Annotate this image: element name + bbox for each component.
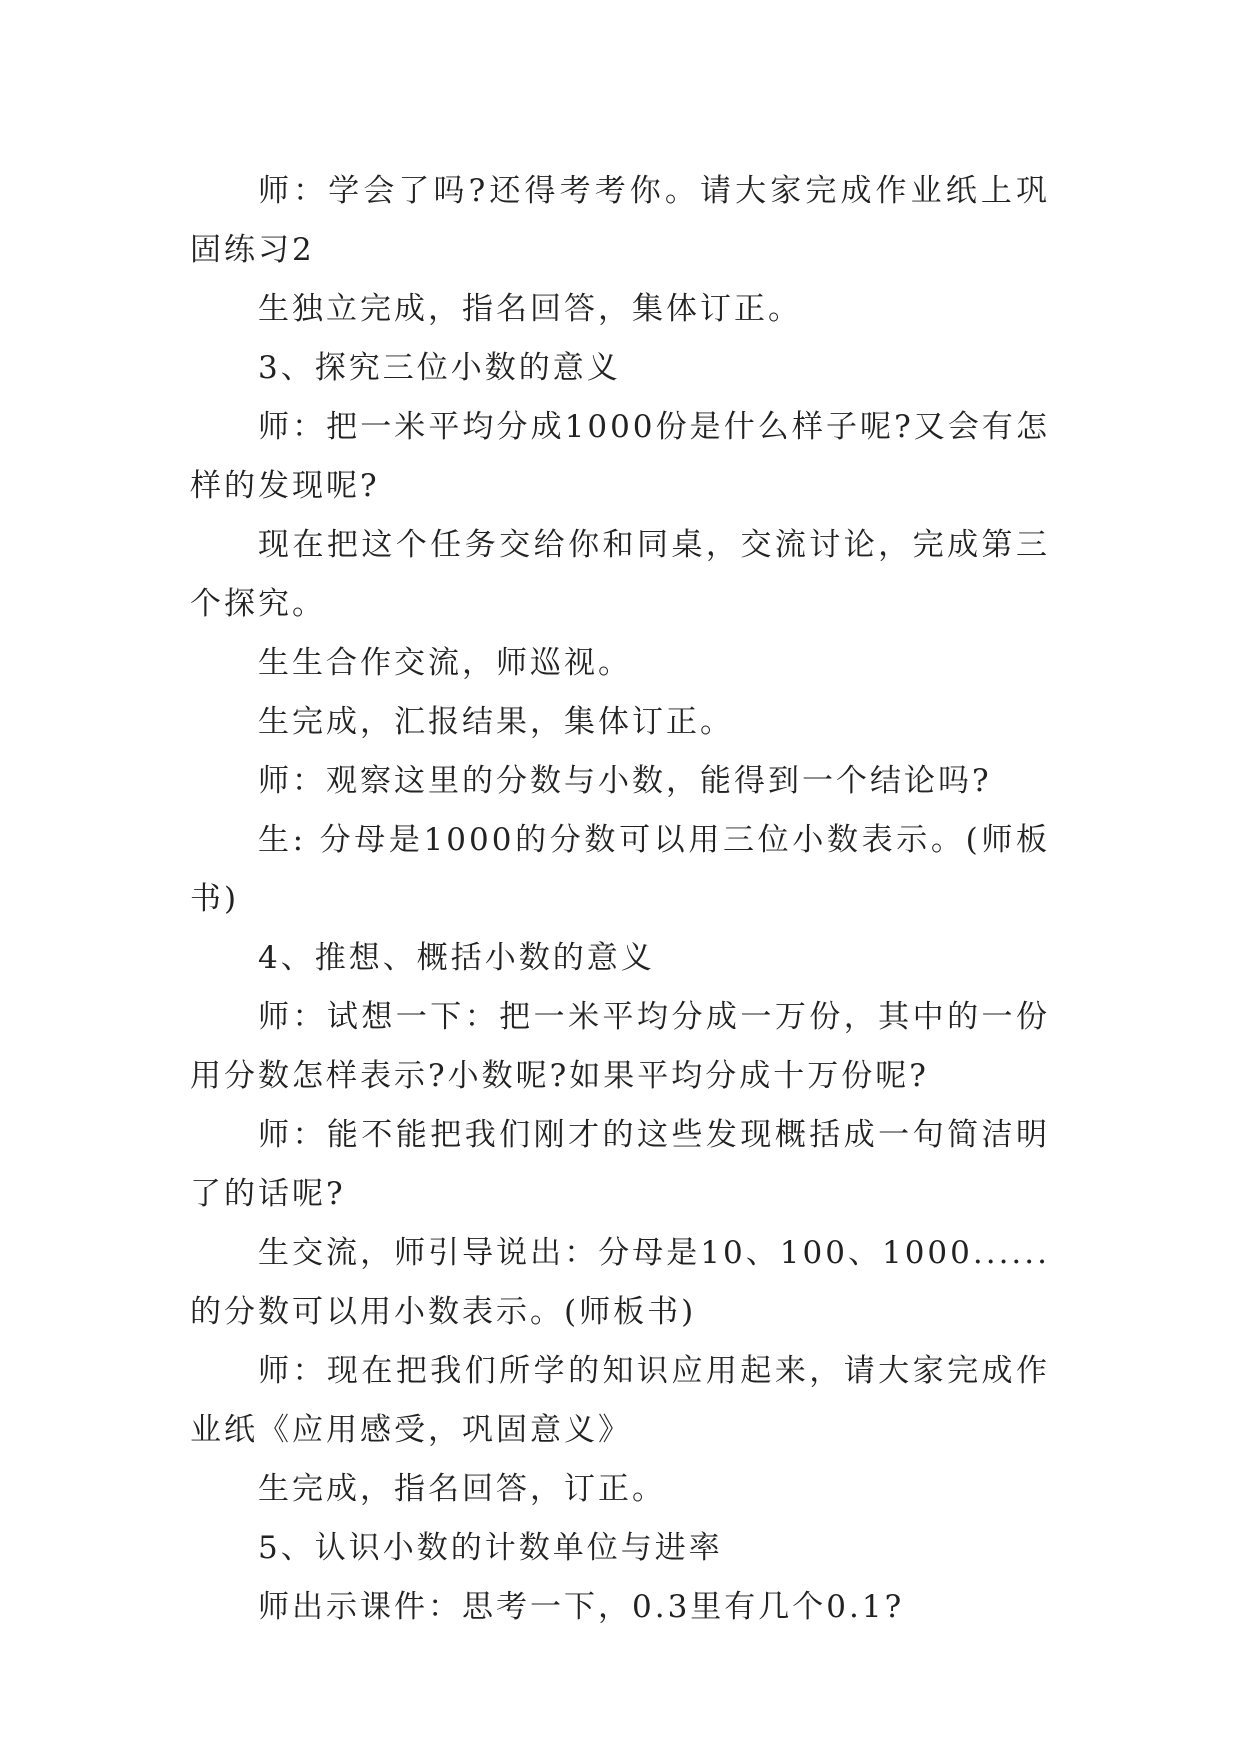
section-heading: 5、认识小数的计数单位与进率 bbox=[258, 1530, 723, 1566]
paragraph: 生完成，指名回答，订正。 bbox=[258, 1471, 666, 1507]
paragraph: 生生合作交流，师巡视。 bbox=[258, 645, 632, 681]
paragraph: 师：学会了吗?还得考考你。请大家完成作业纸上巩固练习2 bbox=[190, 173, 1050, 268]
paragraph: 师：能不能把我们刚才的这些发现概括成一句简洁明了的话呢? bbox=[190, 1117, 1050, 1212]
document-body bbox=[190, 162, 1050, 1637]
section-heading: 3、探究三位小数的意义 bbox=[258, 350, 621, 386]
paragraph: 现在把这个任务交给你和同桌，交流讨论，完成第三个探究。 bbox=[190, 527, 1050, 622]
paragraph: 师：把一米平均分成1000份是什么样子呢?又会有怎样的发现呢? bbox=[190, 409, 1050, 504]
paragraph: 师：现在把我们所学的知识应用起来，请大家完成作业纸《应用感受，巩固意义》 bbox=[190, 1353, 1050, 1448]
paragraph: 生交流，师引导说出：分母是10、100、1000......的分数可以用小数表示。(师板书) bbox=[190, 1235, 1050, 1330]
paragraph: 师：试想一下：把一米平均分成一万份，其中的一份用分数怎样表示?小数呢?如果平均分成十万份呢? bbox=[190, 999, 1050, 1094]
paragraph: 师出示课件：思考一下，0.3里有几个0.1? bbox=[258, 1589, 905, 1625]
paragraph: 生独立完成，指名回答，集体订正。 bbox=[258, 291, 802, 327]
paragraph: 师：观察这里的分数与小数，能得到一个结论吗? bbox=[258, 763, 992, 799]
section-heading: 4、推想、概括小数的意义 bbox=[258, 940, 655, 976]
paragraph: 生: 分母是1000的分数可以用三位小数表示。(师板书) bbox=[190, 822, 1050, 917]
paragraph: 生完成，汇报结果，集体订正。 bbox=[258, 704, 734, 740]
